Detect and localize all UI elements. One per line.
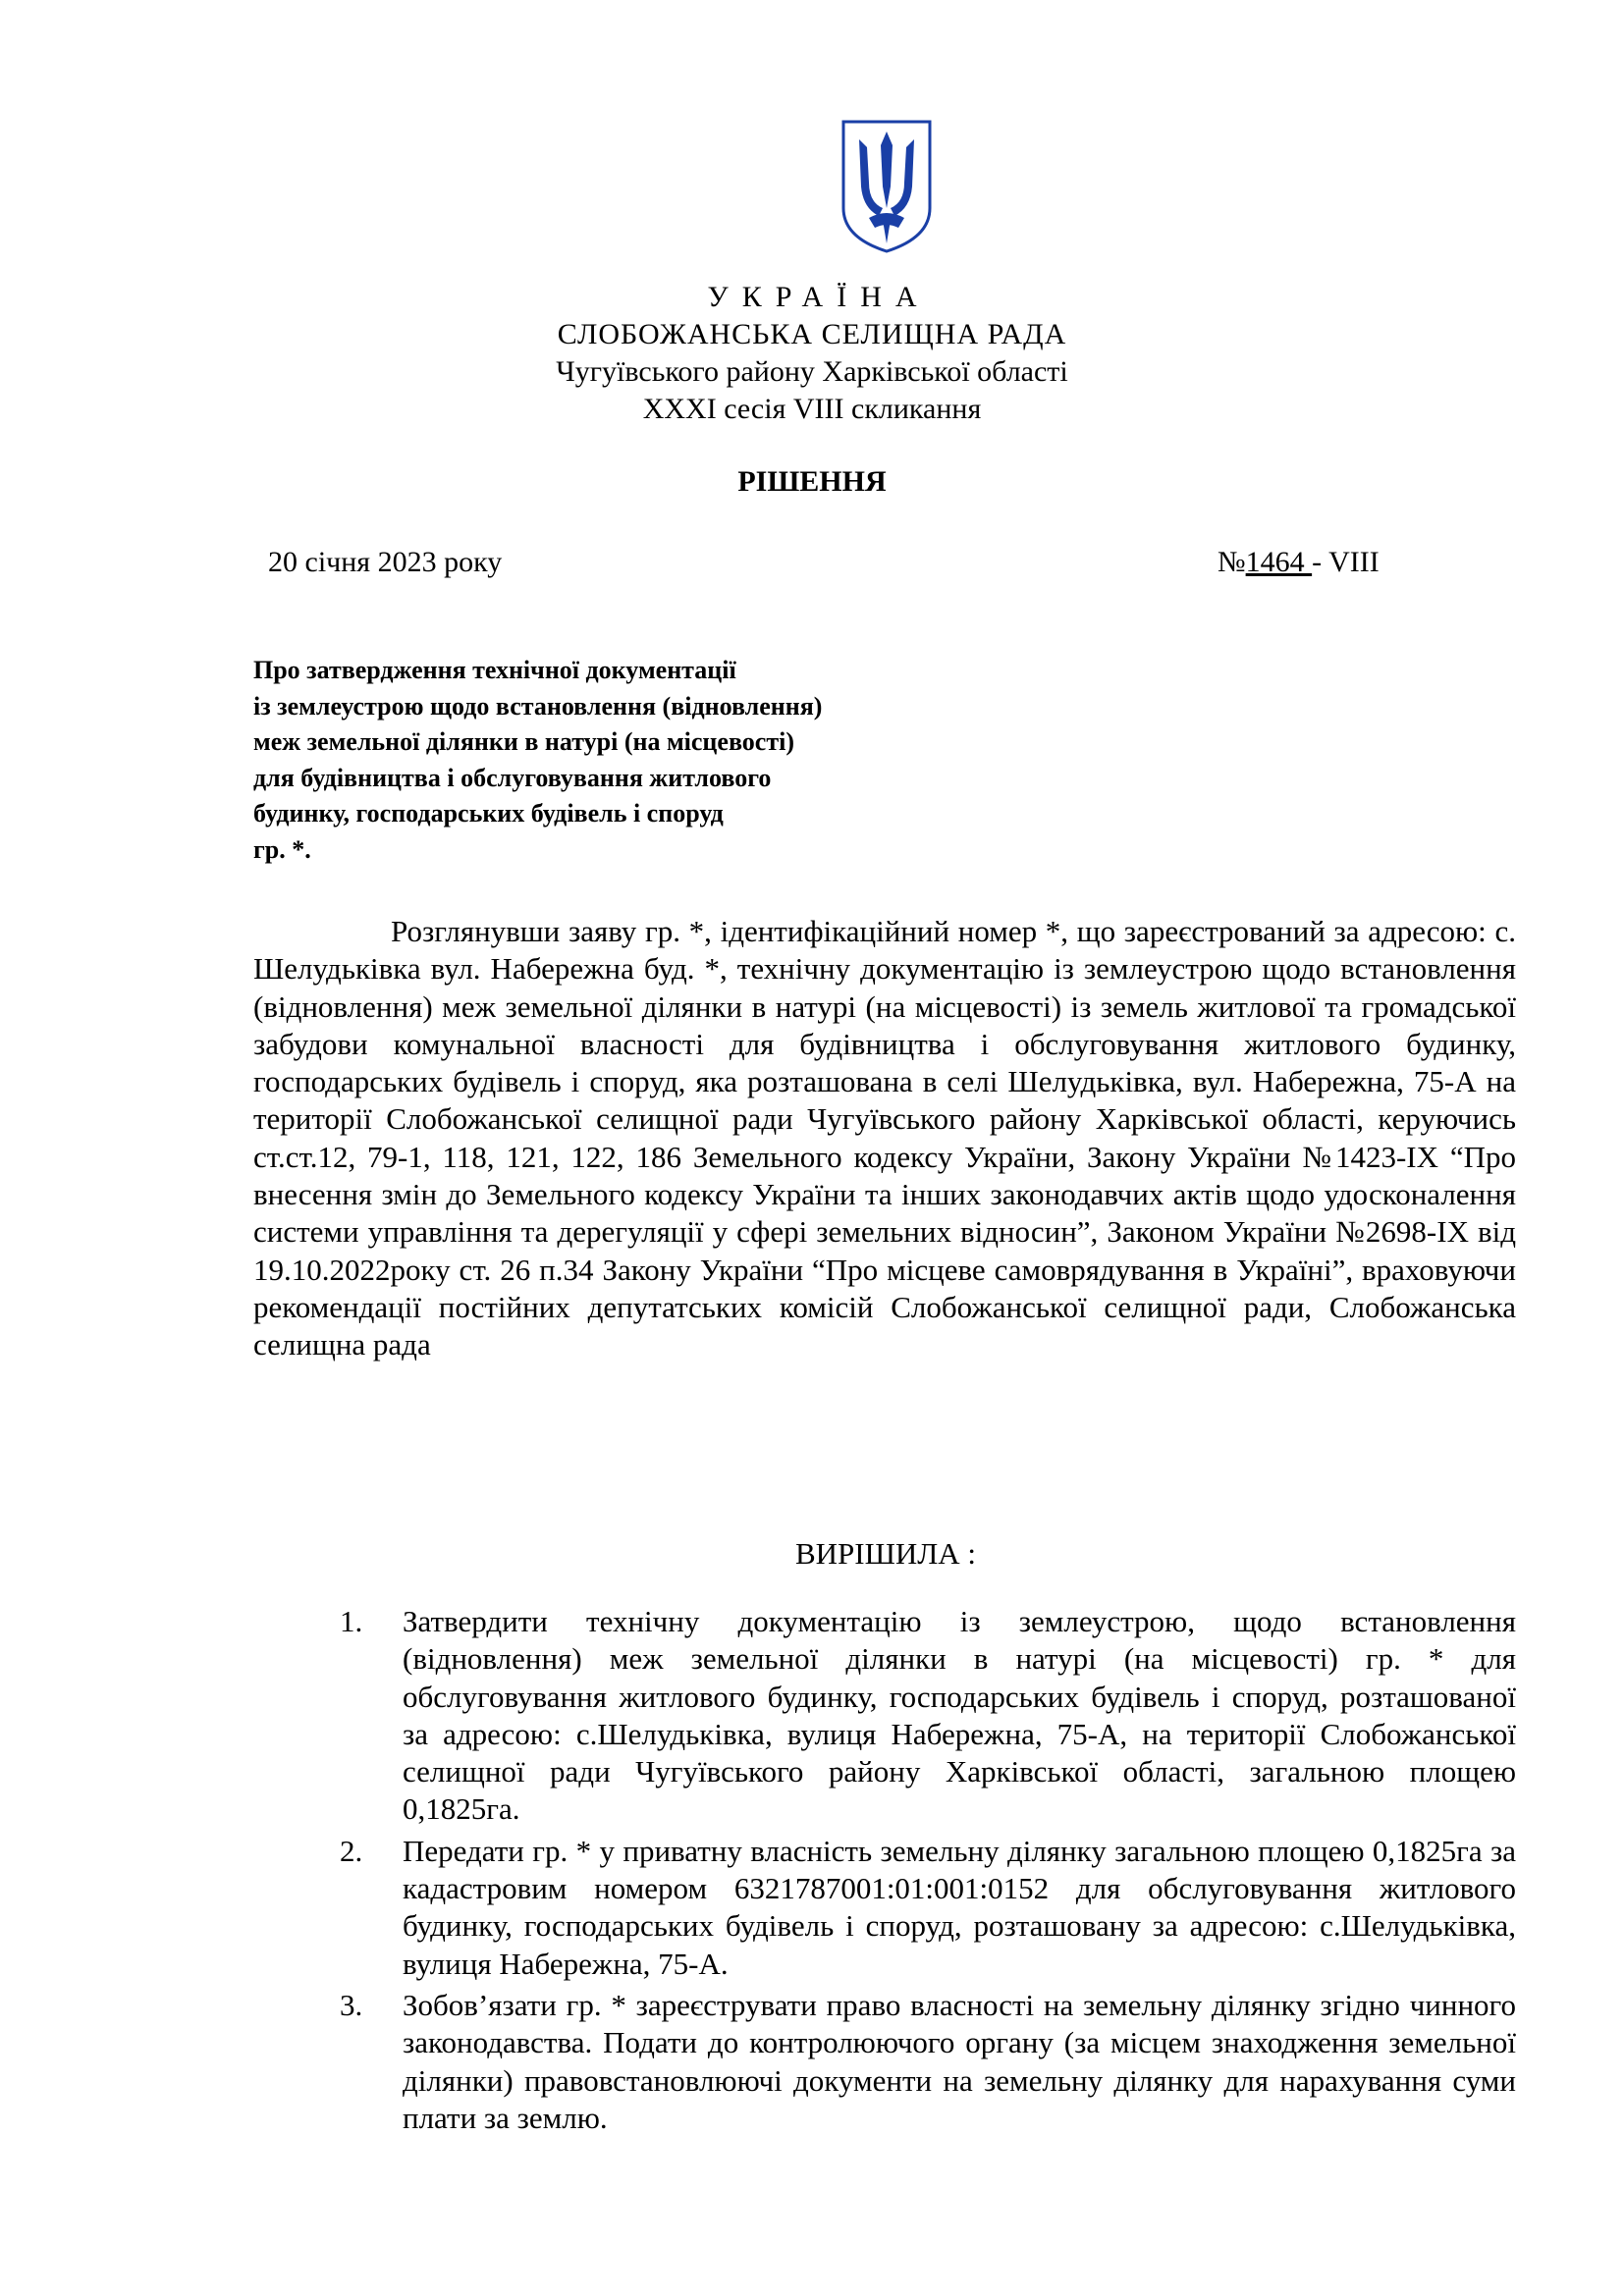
number-suffix: - VIII	[1312, 546, 1380, 578]
document-title: РІШЕННЯ	[737, 465, 887, 498]
district-name: Чугуївського району Харківської області	[556, 355, 1068, 388]
subject-line: меж земельної ділянки в натурі (на місцевості)	[253, 727, 795, 756]
subject-line: гр. *.	[253, 834, 311, 864]
document-header	[0, 279, 1624, 428]
decision-items	[340, 1603, 1516, 2141]
subject-line: будинку, господарських будівель і споруд	[253, 799, 724, 828]
item-text: Зобов’язати гр. * зареєструвати право власності на земельну ділянку згідно чинного законодавства. Подати до контролюючого органу (за місцем знаходження земельної ділянки) правовстановлюючі документи на земельну ділянку для нарахування суми плати за землю.	[403, 1987, 1516, 2135]
preamble-paragraph: Розглянувши заяву гр. *, ідентифікаційний номер *, що зареєстрований за адресою: с. Шелудьківка вул. Набережна буд. *, технічну документацію із землеустрою щодо встановлення (відновлення) меж земельної ділянки в натурі (на місцевості) із земель житлової та громадської забудови комунальної власності для будівництва і обслуговування житлового будинку, господарських будівель і споруд, яка розташована в селі Шелудьківка, вул. Набережна, 75-А на території Слобожанської селищної ради Чугуївського району Харківської області, керуючись ст.ст.12, 79-1, 118, 121, 122, 186 Земельного кодексу України, Закону України №1423-IX “Про внесення змін до Земельного кодексу України та інших законодавчих актів щодо удосконалення системи управління та дерегуляції у сфері земельних відносин”, Законом України №2698-IX від 19.10.2022року ст. 26 п.34 Закону України “Про місцеве самоврядування в Україні”, враховуючи рекомендації постійних депутатських комісій Слобожанської селищної ради, Слобожанська селищна рада	[253, 914, 1516, 1362]
country-name: УКРАЇНА	[707, 281, 931, 313]
decision-date: 20 січня 2023 року	[268, 546, 503, 578]
item-number: 3.	[340, 1987, 363, 2022]
item-text: Затвердити технічну документацію із землеустрою, щодо встановлення (відновлення) меж земельної ділянки в натурі (на місцевості) гр. * для обслуговування житлового будинку, господарських будівель і споруд, розташованої за адресою: с.Шелудьківка, вулиця Набережна, 75-А, на території Слобожанської селищної ради Чугуївського району Харківської області, загальною площею 0,1825га.	[403, 1604, 1516, 1827]
session-info: XXXI сесія VIII скликання	[642, 393, 982, 425]
subject-line: для будівництва і обслуговування житлового	[253, 763, 772, 792]
council-name: СЛОБОЖАНСЬКА СЕЛИЩНА РАДА	[557, 318, 1067, 350]
decision-number	[1218, 546, 1380, 579]
list-item	[340, 1987, 1516, 2137]
subject-line: із землеустрою щодо встановлення (відновлення)	[253, 691, 823, 721]
item-text: Передати гр. * у приватну власність земельну ділянку загальною площею 0,1825га за кадастровим номером 6321787001:01:001:0152 для обслуговування житлового будинку, господарських будівель і споруд, розташовану за адресою: с.Шелудьківка, вулиця Набережна, 75-А.	[403, 1833, 1516, 1981]
decided-heading: ВИРІШИЛА :	[794, 1536, 977, 1571]
item-number: 2.	[340, 1833, 363, 1868]
list-item	[340, 1833, 1516, 1983]
number-value: 1464	[1245, 546, 1313, 578]
coat-of-arms-icon	[839, 118, 934, 255]
number-prefix: №	[1218, 546, 1246, 578]
item-number: 1.	[340, 1604, 363, 1638]
decision-subject	[253, 653, 1000, 868]
list-item	[340, 1603, 1516, 1829]
subject-line: Про затвердження технічної документації	[253, 656, 736, 684]
